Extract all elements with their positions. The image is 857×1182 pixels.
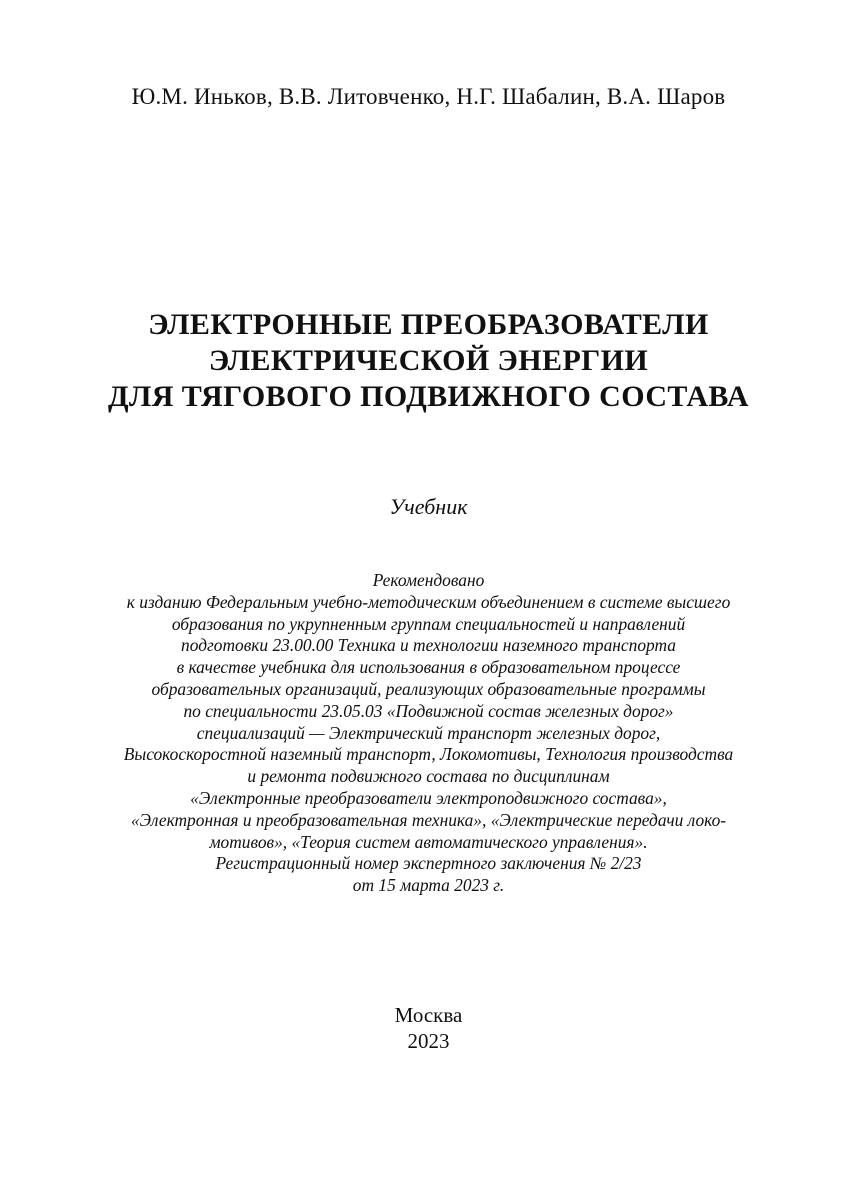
title-line: ЭЛЕКТРОННЫЕ ПРЕОБРАЗОВАТЕЛИ (148, 308, 709, 341)
book-title (0, 307, 857, 415)
recommendation-line: образования по укрупненным группам специальностей и направлений (171, 613, 686, 634)
recommendation-line: «Электронная и преобразовательная техника», «Электрические передачи локо- (130, 809, 727, 830)
recommendation-line: к изданию Федеральным учебно-методическим объединением в системе высшего (126, 591, 731, 612)
imprint-city: Москва (394, 1003, 463, 1027)
recommendation-line: по специальности 23.05.03 «Подвижной состав железных дорог» (183, 700, 674, 721)
recommendation-line: образовательных организаций, реализующих образовательные программы (151, 678, 706, 699)
recommendation-line: в качестве учебника для использования в образовательном процессе (176, 657, 681, 678)
imprint-year: 2023 (407, 1029, 450, 1053)
book-type: Учебник (389, 494, 468, 519)
title-line: ДЛЯ ТЯГОВОГО ПОДВИЖНОГО СОСТАВА (108, 380, 749, 413)
recommendation-line: Рекомендовано (372, 570, 485, 590)
recommendation-line: специализаций — Электрический транспорт железных дорог, (196, 722, 661, 743)
recommendation-line: и ремонта подвижного состава по дисциплинам (247, 766, 610, 787)
recommendation-line: «Электронные преобразователи электроподвижного состава», (190, 787, 667, 808)
recommendation-line: мотивов», «Теория систем автоматического управления». (209, 831, 648, 852)
recommendation-line: от 15 марта 2023 г. (352, 875, 505, 896)
recommendation-line: подготовки 23.00.00 Техника и технологии наземного транспорта (181, 635, 676, 656)
recommendation-block (0, 570, 857, 897)
recommendation-line: Высокоскоростной наземный транспорт, Локомотивы, Технология производства (123, 744, 734, 765)
title-line: ЭЛЕКТРИЧЕСКОЙ ЭНЕРГИИ (208, 344, 649, 377)
recommendation-line: Регистрационный номер экспертного заключения № 2/23 (215, 853, 642, 874)
imprint (0, 1002, 857, 1054)
authors-line: Ю.М. Иньков, В.В. Литовченко, Н.Г. Шабалин, В.А. Шаров (131, 84, 726, 109)
